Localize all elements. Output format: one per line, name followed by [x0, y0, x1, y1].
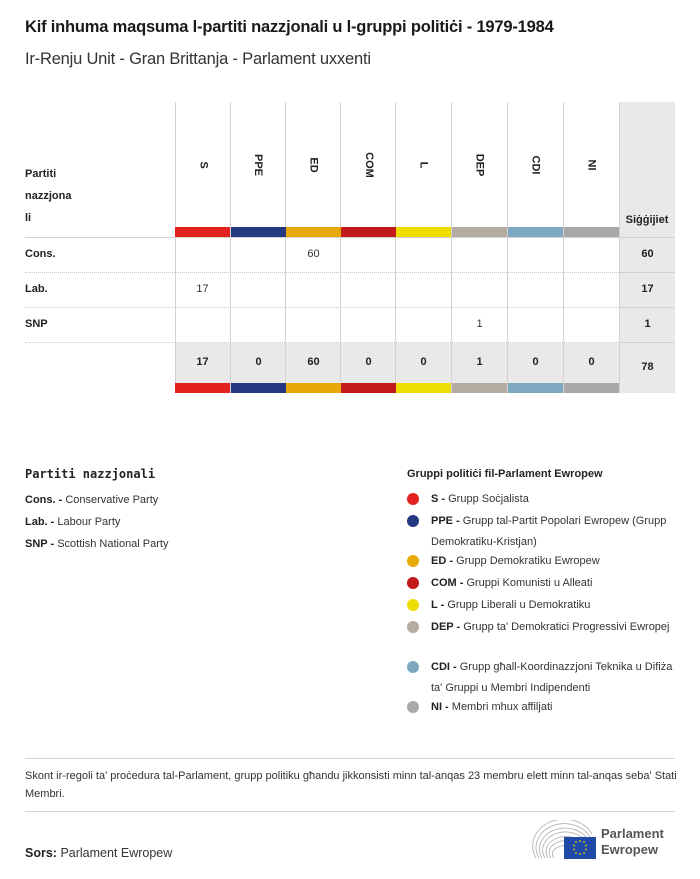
legend-group-item-dep: DEP - Grupp ta' Demokratici Progressivi Ewropej [407, 617, 682, 638]
legend-group-item-s: S - Grupp Soċjalista [407, 489, 682, 510]
legend-group-name: Grupp ta' Demokratici Progressivi Ewropej [463, 621, 670, 633]
row-label-lab: Lab. [25, 283, 48, 295]
legend-party-code: Lab. [25, 516, 48, 528]
legend-party-name: Conservative Party [65, 494, 159, 506]
table-cell: 1 [476, 318, 483, 330]
color-bar-dep [452, 383, 507, 393]
chart-subtitle: Ir-Renju Unit - Gran Brittanja - Parlament uxxenti [25, 50, 371, 68]
color-dot-icon [407, 661, 419, 673]
column-header-label: DEP [473, 153, 486, 176]
column-header-ed [286, 102, 341, 227]
row-header-line: li [25, 212, 32, 224]
table-cell: 60 [307, 248, 320, 260]
color-bar-dep [452, 227, 507, 237]
column-header-label: ED [307, 156, 320, 173]
color-bar-s [175, 383, 230, 393]
row-divider [619, 272, 675, 273]
logo-text [601, 826, 664, 858]
row-divider [619, 342, 675, 343]
legend-parties-title: Partiti nazzjonali [25, 467, 156, 481]
column-header-label: CDI [529, 155, 542, 174]
legend-group-name: Grupp Demokratiku Ewropew [456, 555, 600, 567]
color-bar-s [175, 227, 230, 237]
color-bar-l [396, 227, 451, 237]
legend-group-code: CDI [431, 661, 450, 673]
column-header-label: NI [585, 159, 598, 170]
legend-party-name: Scottish National Party [57, 538, 169, 550]
column-header-s [176, 102, 231, 227]
legend-party-code: Cons. [25, 494, 56, 506]
row-header-label [25, 163, 85, 229]
legend-group-name: Membri mhux affiljati [451, 701, 553, 713]
column-total: 0 [365, 356, 372, 368]
row-divider [619, 307, 675, 308]
column-header-dep [452, 102, 507, 227]
column-header-cdi [508, 102, 563, 227]
source-line [25, 846, 172, 860]
logo-text-line: Ewropew [601, 842, 659, 857]
column-header-ppe [231, 102, 286, 227]
legend-party-item: Cons. - Conservative Party [25, 494, 159, 506]
row-label-cons: Cons. [25, 248, 56, 260]
legend-party-code: SNP [25, 538, 48, 550]
footer-divider [25, 758, 675, 759]
color-bar-l [396, 383, 451, 393]
color-bar-ppe [231, 383, 286, 393]
row-total: 17 [641, 283, 654, 295]
legend-group-code: ED [431, 555, 447, 567]
color-dot-icon [407, 701, 419, 713]
logo-text-line: Parlament [601, 826, 664, 841]
color-dot-icon [407, 555, 419, 567]
column-header-label: PPE [252, 153, 265, 176]
column-total: 17 [196, 356, 209, 368]
table-cell: 17 [196, 283, 209, 295]
column-header-label: L [417, 161, 430, 168]
legend-group-code: NI [431, 701, 442, 713]
legend-group-item-ed: ED - Grupp Demokratiku Ewropew [407, 551, 682, 572]
color-dot-icon [407, 599, 419, 611]
legend-group-item-cdi: CDI - Grupp għall-Koordinazzjoni Teknika u Difiża ta' Gruppi u Membri Indipendenti [407, 657, 682, 699]
legend-group-name: Grupp Soċjalista [448, 493, 529, 505]
column-header-l [396, 102, 451, 227]
legend-party-name: Labour Party [57, 516, 121, 528]
legend-group-code: L [431, 599, 438, 611]
color-bar-com [341, 383, 396, 393]
column-total: 1 [476, 356, 483, 368]
row-total: 1 [644, 318, 651, 330]
chart-title: Kif inhuma maqsuma l-partiti nazzjonali u l-gruppi politiċi - 1979-1984 [25, 18, 554, 36]
total-column-header: Siġġijiet [625, 214, 669, 226]
color-dot-icon [407, 515, 419, 527]
grand-total: 78 [641, 361, 654, 373]
color-bar-ni [564, 227, 619, 237]
color-bar-cdi [508, 383, 563, 393]
color-bar-ed [286, 383, 341, 393]
header-divider [25, 237, 675, 238]
hemicycle-icon [530, 820, 600, 862]
legend-group-name: Grupp tal-Partit Popolari Ewropew (Grupp Demokratiku-Kristjan) [431, 515, 667, 548]
color-bar-com [341, 227, 396, 237]
column-total: 0 [420, 356, 427, 368]
legend-group-name: Grupp għall-Koordinazzjoni Teknika u Difiża ta' Gruppi u Membri Indipendenti [431, 661, 673, 694]
color-bar-cdi [508, 227, 563, 237]
color-dot-icon [407, 493, 419, 505]
legend-group-name: Gruppi Komunisti u Alleati [466, 577, 593, 589]
column-total: 0 [588, 356, 595, 368]
legend-group-code: DEP [431, 621, 454, 633]
legend-group-code: PPE [431, 515, 454, 527]
column-header-ni [564, 102, 619, 227]
column-total: 0 [532, 356, 539, 368]
column-total: 60 [307, 356, 320, 368]
legend-party-item: Lab. - Labour Party [25, 516, 121, 528]
color-bar-ppe [231, 227, 286, 237]
legend-groups-title: Gruppi politiċi fil-Parlament Ewropew [407, 468, 603, 480]
legend-group-item-ppe: PPE - Grupp tal-Partit Popolari Ewropew (Grupp Demokratiku-Kristjan) [407, 511, 682, 553]
legend-group-item-com: COM - Gruppi Komunisti u Alleati [407, 573, 682, 594]
column-header-label: COM [362, 151, 375, 178]
legend-group-item-ni: NI - Membri mhux affiljati [407, 697, 682, 718]
row-header-line: Partiti [25, 168, 57, 180]
column-header-label: S [197, 160, 210, 169]
source-value: Parlament Ewropew [60, 846, 173, 860]
legend-group-item-l: L - Grupp Liberali u Demokratiku [407, 595, 682, 616]
legend-group-name: Grupp Liberali u Demokratiku [447, 599, 591, 611]
color-dot-icon [407, 621, 419, 633]
column-header-com [341, 102, 396, 227]
color-bar-ed [286, 227, 341, 237]
color-dot-icon [407, 577, 419, 589]
legend-group-code: S [431, 493, 439, 505]
column-total: 0 [255, 356, 262, 368]
seats-table [0, 0, 700, 400]
color-bar-ni [564, 383, 619, 393]
row-label-snp: SNP [25, 318, 48, 330]
footer-divider [25, 811, 675, 812]
footnote: Skont ir-regoli ta' proċedura tal-Parlament, grupp politiku għandu jikkonsisti minn tal-anqas 23 membru elett minn tal-anqas seba' Stati Membri. [25, 770, 677, 800]
legend-group-code: COM [431, 577, 457, 589]
row-header-line: nazzjona [25, 190, 72, 202]
source-label: Sors: [25, 846, 57, 860]
row-total: 60 [641, 248, 654, 260]
legend-party-item: SNP - Scottish National Party [25, 538, 169, 550]
row-divider [25, 307, 619, 308]
row-divider [25, 272, 619, 273]
row-divider [25, 342, 619, 343]
